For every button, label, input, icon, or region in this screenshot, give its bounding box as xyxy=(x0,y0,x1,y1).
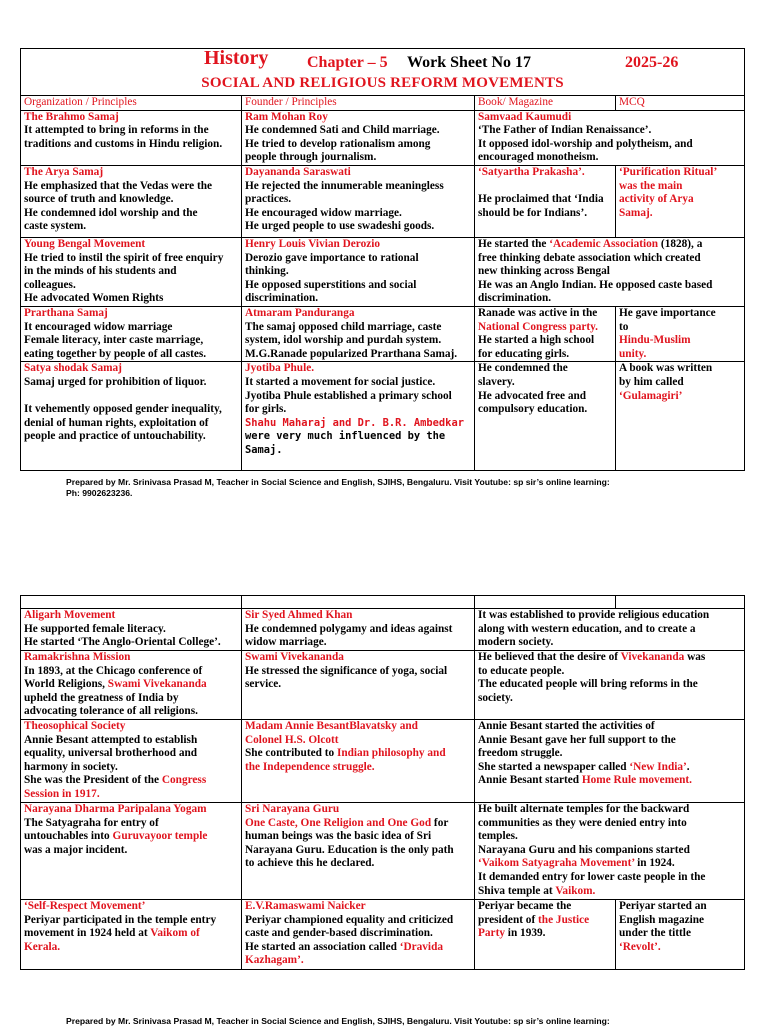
founder-cell: Ram Mohan Roy He condemned Sati and Child marriage. He tried to develop rationalism among people through journalism. xyxy=(242,110,475,165)
book-cell: He started the ‘Academic Association (1828), a free thinking debate association which created new thinking across Bengal He was an Anglo Indian. He opposed caste based discrimination. xyxy=(475,237,745,306)
table-row xyxy=(21,306,745,361)
organization-cell: Aligarh Movement He supported female literacy. He started ‘The Anglo-Oriental College’. xyxy=(21,609,242,651)
worksheet-title xyxy=(21,49,745,96)
organization-cell: The Arya Samaj He emphasized that the Vedas were the source of truth and knowledge. He condemned idol worship and the caste system. xyxy=(21,165,242,237)
organization-cell: Narayana Dharma Paripalana Yogam The Satyagraha for entry of untouchables into Guruvayoor temple was a major incident. xyxy=(21,803,242,900)
book-cell: He condemned the slavery. He advocated free and compulsory education. xyxy=(475,362,616,471)
book-cell: Periyar became the president of the Justice Party in 1939. xyxy=(475,900,616,970)
chapter-subtitle: SOCIAL AND RELIGIOUS REFORM MOVEMENTS xyxy=(201,75,564,91)
book-cell: Ranade was active in the National Congress party. He started a high school for educating girls. xyxy=(475,306,616,361)
founder-cell: Atmaram Panduranga The samaj opposed child marriage, caste system, idol worship and purdah system. M.G.Ranade popularized Prarthana Samaj. xyxy=(242,306,475,361)
mcq-cell: ‘Purification Ritual’ was the main activity of Arya Samaj. xyxy=(616,165,745,237)
footer-credit-2: Prepared by Mr. Srinivasa Prasad M, Teacher in Social Science and English, SJIHS, Bengaluru. Visit Youtube: sp sir’s online learning: xyxy=(66,1016,610,1026)
founder-cell: Henry Louis Vivian Derozio Derozio gave importance to rational thinking. He opposed superstitions and social discrimination. xyxy=(242,237,475,306)
founder-cell: Sir Syed Ahmed Khan He condemned polygamy and ideas against widow marriage. xyxy=(242,609,475,651)
table-row xyxy=(21,237,745,306)
founder-cell: Madam Annie BesantBlavatsky and Colonel H.S. Olcott She contributed to Indian philosophy and the Independence struggle. xyxy=(242,720,475,803)
table-row xyxy=(21,110,745,165)
founder-cell: Dayananda Saraswati He rejected the innumerable meaningless practices. He encouraged widow marriage. He urged people to use swadeshi goods. xyxy=(242,165,475,237)
book-cell: Annie Besant started the activities of Annie Besant gave her full support to the freedom struggle. She started a newspaper called ‘New India’. Annie Besant started Home Rule movement. xyxy=(475,720,745,803)
organization-cell: Satya shodak Samaj Samaj urged for prohibition of liquor. It vehemently opposed gender inequality, denial of human rights, exploitation of people and practice of untouchability. xyxy=(21,362,242,471)
table-row xyxy=(21,165,745,237)
mcq-cell: Periyar started an English magazine under the tittle ‘Revolt’. xyxy=(616,900,745,970)
worksheet-number: Work Sheet No 17 xyxy=(407,54,531,71)
book-cell: Samvaad Kaumudi ‘The Father of Indian Renaissance’. It opposed idol-worship and polytheism, and encouraged monotheism. xyxy=(475,110,745,165)
header-mcq: MCQ xyxy=(616,96,745,111)
footer-credit: Prepared by Mr. Srinivasa Prasad M, Teacher in Social Science and English, SJIHS, Bengaluru. Visit Youtube: sp sir’s online learning: Ph: 9902623236. xyxy=(66,477,610,498)
table-row xyxy=(21,362,745,471)
book-cell: He believed that the desire of Vivekananda was to educate people. The educated people will bring reforms in the society. xyxy=(475,651,745,720)
mcq-cell: A book was written by him called ‘Gulamagiri’ xyxy=(616,362,745,471)
header-book: Book/ Magazine xyxy=(475,96,616,111)
subject-title: History xyxy=(204,48,269,69)
organization-cell: The Brahmo Samaj It attempted to bring in reforms in the traditions and customs in Hindu religion. xyxy=(21,110,242,165)
worksheet-table-1 xyxy=(20,48,745,471)
academic-year: 2025-26 xyxy=(625,54,679,71)
table-row xyxy=(21,720,745,803)
blank-row xyxy=(21,596,745,609)
founder-cell: Sri Narayana Guru One Caste, One Religion and One God for human beings was the basic idea of Sri Narayana Guru. Education is the only path to achieve this he declared. xyxy=(242,803,475,900)
organization-cell: Ramakrishna Mission In 1893, at the Chicago conference of World Religions, Swami Vivekananda upheld the greatness of India by advocating tolerance of all religions. xyxy=(21,651,242,720)
organization-cell: ‘Self-Respect Movement’ Periyar participated in the temple entry movement in 1924 held at Vaikom of Kerala. xyxy=(21,900,242,970)
table-row xyxy=(21,803,745,900)
header-organization: Organization / Principles xyxy=(21,96,242,111)
book-cell: It was established to provide religious education along with western education, and to create a modern society. xyxy=(475,609,745,651)
founder-cell: E.V.Ramaswami Naicker Periyar championed equality and criticized caste and gender-based discrimination. He started an association called ‘Dravida Kazhagam’. xyxy=(242,900,475,970)
mcq-cell: He gave importance to Hindu-Muslim unity. xyxy=(616,306,745,361)
book-cell: ‘Satyartha Prakasha’. He proclaimed that ‘India should be for Indians’. xyxy=(475,165,616,237)
chapter-title: Chapter – 5 xyxy=(307,54,388,71)
table-row xyxy=(21,609,745,651)
header-founder: Founder / Principles xyxy=(242,96,475,111)
book-cell: He built alternate temples for the backward communities as they were denied entry into temples. Narayana Guru and his companions started ‘Vaikom Satyagraha Movement’ in 1924. It demanded entry for lower caste people in the Shiva temple at Vaikom. xyxy=(475,803,745,900)
table-row xyxy=(21,900,745,970)
table-row xyxy=(21,651,745,720)
organization-cell: Theosophical Society Annie Besant attempted to establish equality, universal brotherhood and harmony in society. She was the President of the Congress Session in 1917. xyxy=(21,720,242,803)
founder-cell: Swami Vivekananda He stressed the significance of yoga, social service. xyxy=(242,651,475,720)
worksheet-table-2 xyxy=(20,595,745,970)
founder-cell: Jyotiba Phule. It started a movement for social justice. Jyotiba Phule established a primary school for girls. Shahu Maharaj and Dr. B.R. Ambedkar were very much influenced by the Samaj. xyxy=(242,362,475,471)
column-headers xyxy=(21,96,745,111)
organization-cell: Young Bengal Movement He tried to instil the spirit of free enquiry in the minds of his students and colleagues. He advocated Women Rights xyxy=(21,237,242,306)
organization-cell: Prarthana Samaj It encouraged widow marriage Female literacy, inter caste marriage, eating together by people of all castes. xyxy=(21,306,242,361)
